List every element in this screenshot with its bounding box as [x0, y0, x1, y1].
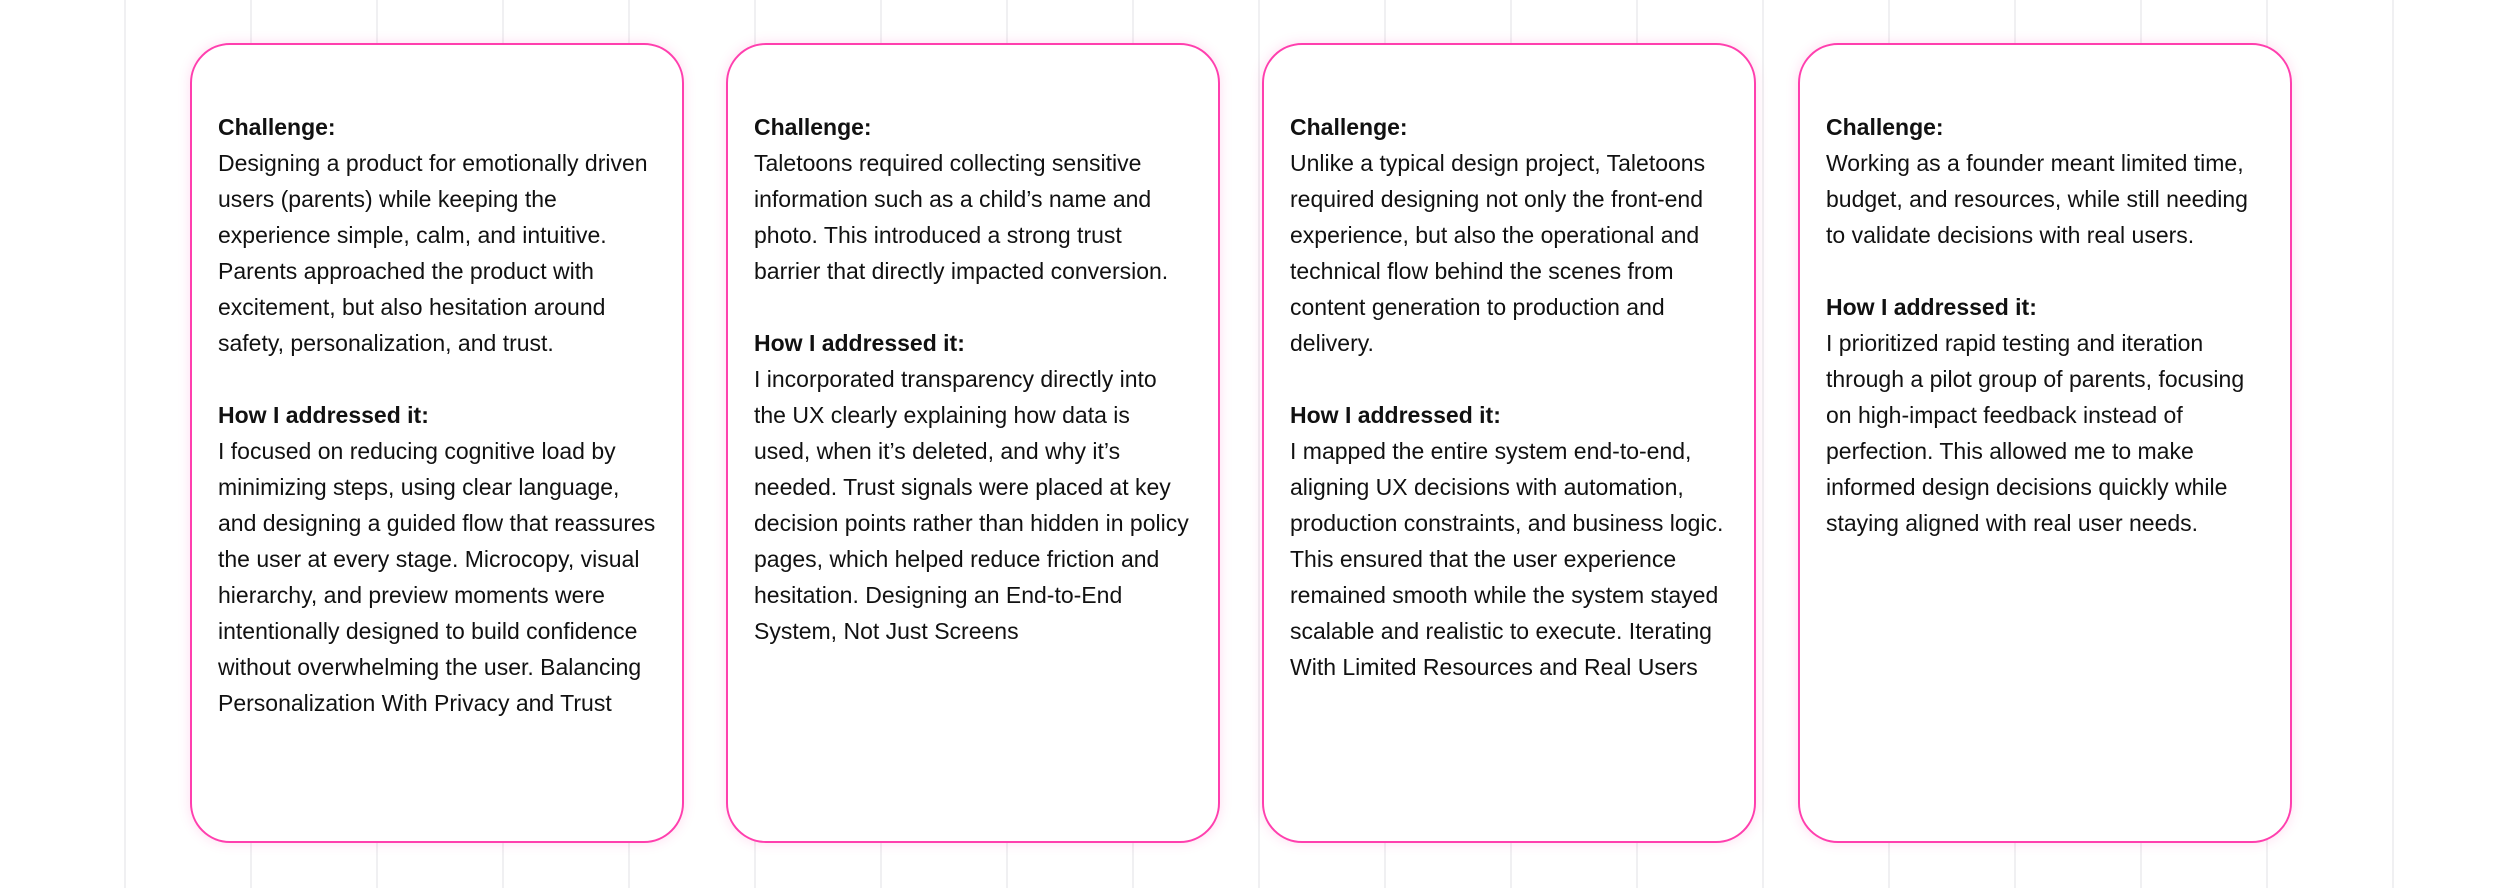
- challenge-text: Working as a founder meant limited time, budget, and resources, while still needing to validate decisions with real users.: [1826, 150, 2248, 248]
- challenge-card-2: [726, 43, 1220, 843]
- challenge-card-1: [190, 43, 684, 843]
- challenge-heading: Challenge:: [1290, 114, 1408, 140]
- challenge-card-3: [1262, 43, 1756, 843]
- challenge-card-4: [1798, 43, 2292, 843]
- challenge-text: Unlike a typical design project, Taletoons required designing not only the front-end experience, but also the operational and technical flow behind the scenes from content generation to production and delivery.: [1290, 150, 1706, 356]
- addressed-text: I mapped the entire system end-to-end, aligning UX decisions with automation, production constraints, and business logic. This ensured that the user experience remained smooth while the system stayed scalable and realistic to execute. Iterating With Limited Resources and Real Users: [1290, 438, 1724, 680]
- challenge-text: Taletoons required collecting sensitive information such as a child’s name and photo. This introduced a strong trust barrier that directly impacted conversion.: [754, 150, 1169, 284]
- addressed-heading: How I addressed it:: [218, 402, 429, 428]
- addressed-text: I prioritized rapid testing and iteration through a pilot group of parents, focusing on high-impact feedback instead of perfection. This allowed me to make informed design decisions quickly while staying aligned with real user needs.: [1826, 330, 2245, 536]
- section-gap: [754, 289, 1192, 325]
- challenge-text: Designing a product for emotionally driven users (parents) while keeping the experience simple, calm, and intuitive. Parents approached the product with excitement, but also hesitation around safety, personalization, and trust.: [218, 150, 648, 356]
- addressed-heading: How I addressed it:: [754, 330, 965, 356]
- addressed-heading: How I addressed it:: [1290, 402, 1501, 428]
- addressed-text: I incorporated transparency directly into the UX clearly explaining how data is used, when it’s deleted, and why it’s needed. Trust signals were placed at key decision points rather than hidden in policy pages, which helped reduce friction and hesitation. Designing an End-to-End System, Not Just Screens: [754, 366, 1189, 644]
- section-gap: [1290, 361, 1728, 397]
- section-gap: [1826, 253, 2264, 289]
- challenge-heading: Challenge:: [1826, 114, 1944, 140]
- challenge-heading: Challenge:: [754, 114, 872, 140]
- challenge-heading: Challenge:: [218, 114, 336, 140]
- addressed-text: I focused on reducing cognitive load by minimizing steps, using clear language, and designing a guided flow that reassures the user at every stage. Microcopy, visual hierarchy, and preview moments were intentionally designed to build confidence without overwhelming the user. Balancing Personalization With Privacy and Trust: [218, 438, 656, 716]
- section-gap: [218, 361, 656, 397]
- addressed-heading: How I addressed it:: [1826, 294, 2037, 320]
